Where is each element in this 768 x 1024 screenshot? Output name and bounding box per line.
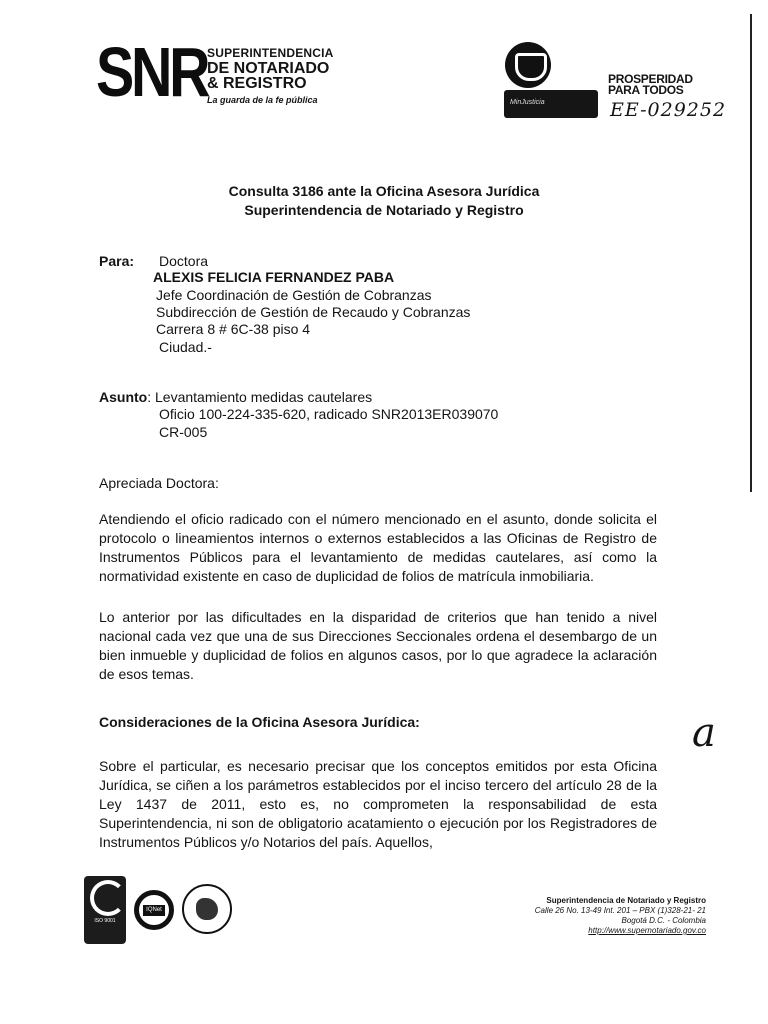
- footer-org: Superintendencia de Notariado y Registro: [546, 896, 706, 905]
- asunto-line-1: : Levantamiento medidas cautelares: [147, 389, 373, 405]
- recipient-name: ALEXIS FELICIA FERNANDEZ PABA: [153, 269, 395, 285]
- snr-logo: SNR: [96, 33, 208, 111]
- handwritten-filing-number: EE-029252: [610, 99, 727, 121]
- logo-line-1: SUPERINTENDENCIA: [207, 46, 334, 60]
- paragraph-1: Atendiendo el oficio radicado con el número mencionado en el asunto, donde solicita el protocolo o lineamientos internos o externos establecidos a las Oficinas de Registro de Instrumentos Públicos para el levantamiento de medidas cautelares, así como la normatividad existente en caso de duplicidad de folios de matrícula inmobiliaria.: [99, 511, 657, 584]
- asunto-label: Asunto: [99, 389, 148, 405]
- iso-label: ISO 9001: [94, 918, 116, 924]
- footer-contact: [480, 896, 706, 936]
- prosperidad-line-1: PROSPERIDAD: [608, 72, 693, 86]
- greeting: Apreciada Doctora:: [99, 475, 219, 491]
- margin-line: [750, 14, 752, 492]
- logo-tagline: La guarda de la fe pública: [207, 95, 318, 105]
- recipient-city: Ciudad.-: [159, 339, 212, 355]
- paragraph-3: Sobre el particular, es necesario precisar que los conceptos emitidos por esta Oficina Jurídica, se ciñen a los parámetros establecidos por el inciso tercero del artículo 28 de la Ley 1437 de 2011, esto es, no comprometen la responsabilidad de esta Superintendencia, ni son de obligatorio acatamiento o ejecución por los Registradores de Instrumentos Públicos y/o Notarios del país. Aquellos,: [99, 758, 657, 850]
- title-line-1: Consulta 3186 ante la Oficina Asesora Jurídica: [228, 183, 540, 199]
- recipient-dept: Subdirección de Gestión de Recaudo y Cobranzas: [156, 304, 471, 320]
- handwritten-margin-note: a: [692, 710, 716, 756]
- footer-address: Calle 26 No. 13-49 Int. 201 – PBX (1)328-21- 21: [534, 906, 706, 915]
- para-label: Para:: [99, 253, 135, 269]
- logo-line-2: DE NOTARIADO: [207, 60, 330, 77]
- map-icon: [196, 898, 218, 920]
- recipient-role: Jefe Coordinación de Gestión de Cobranzas: [156, 287, 432, 303]
- asunto-line-2: Oficio 100-224-335-620, radicado SNR2013ER039070: [159, 406, 499, 422]
- shield-icon: [515, 53, 547, 81]
- footer-city: Bogotá D.C. - Colombia: [621, 916, 706, 925]
- ministry-logo: MinJusticia: [504, 90, 598, 118]
- certification-c-icon: [90, 880, 126, 916]
- asunto-line-3: CR-005: [159, 424, 208, 440]
- considerations-heading: Consideraciones de la Oficina Asesora Jurídica:: [99, 714, 420, 730]
- title-line-2: Superintendencia de Notariado y Registro: [244, 202, 524, 218]
- prosperidad-logo: [608, 74, 693, 96]
- recipient-address: Carrera 8 # 6C-38 piso 4: [156, 321, 311, 337]
- footer-url-link[interactable]: http://www.supernotariado.gov.co: [588, 926, 706, 935]
- iqnet-label: IQNet: [143, 905, 165, 916]
- paragraph-2: Lo anterior por las dificultades en la disparidad de criterios que han tenido a nivel nacional cada vez que una de sus Direcciones Seccionales ordena el desembargo de un bien inmueble y duplicidad de folios en algunos casos, por lo que agradece la aclaración de esos temas.: [99, 609, 657, 682]
- para-salutation: Doctora: [159, 253, 209, 269]
- snr-logo-text: [207, 46, 334, 108]
- prosperidad-line-2: PARA TODOS: [608, 83, 684, 97]
- logo-line-3: & REGISTRO: [207, 75, 307, 92]
- document-title: [0, 182, 768, 220]
